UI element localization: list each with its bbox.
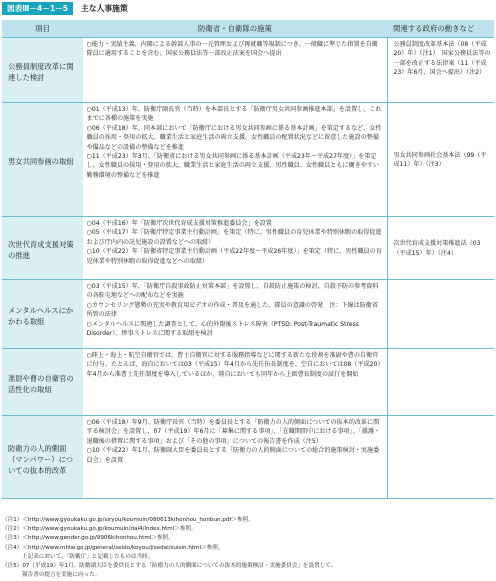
footnote: 報告書の提言を実施に向った。 xyxy=(22,572,101,579)
table-row xyxy=(2,103,494,217)
measure-item: ○10（平成22）年「防衛省特定事業主行動計画（平成22年度～平成26年度）」を策定（特に、男性職員の育児休業や特別休暇の取得促進などへの取組） xyxy=(86,248,382,265)
footnote: （注1）＜http://www.gyoukaku.go.jp/siryou/koumuin/080613kihonhou_honbun.pdf＞参照。 xyxy=(2,517,254,523)
table-row xyxy=(2,416,494,499)
figure-label: 図表Ⅲ－4－1－5 xyxy=(2,2,73,15)
row-government: 次世代育成支援対策推進法（03（平成15）年）（注4） xyxy=(387,217,494,280)
measure-item: ○カウンセリング態勢の充実や教育用ビデオの作成・普及を通した、隊員の意識の啓発 注：下線は防衛省所管の法律 xyxy=(86,301,378,319)
row-government xyxy=(387,280,494,349)
row-measures xyxy=(83,38,387,103)
row-item-label: 公務員制度改革に関連した検討 xyxy=(2,38,83,103)
row-measures xyxy=(83,103,387,217)
measure-item: ○10（平成22）年1月、防衛副大臣を委員長とする「防衛力の人的側面についての総合的施策検討・実施委員会」を設置 xyxy=(86,447,380,464)
row-government xyxy=(387,416,494,499)
measure-item: ○05（平成17）年「防衛庁特定事業主行動計画」を策定（特に、男性職員の育児休業や特別休暇の取得促進および庁内内の託児施設の設置などへの取組） xyxy=(86,229,382,246)
header-item: 項目 xyxy=(2,20,83,38)
table-header-row xyxy=(2,20,494,38)
row-item-label: 准尉や曹の自衛官の活性化の取組 xyxy=(2,349,83,416)
table-row xyxy=(2,217,494,280)
measure-item: ○03（平成15）年、「防衛庁自殺事故防止対策本部」を設置し、自殺防止施策の検討、自殺予防の参考資料の各駐屯地などへの配布などを実施 xyxy=(86,283,379,300)
row-item-label: 次世代育成支援対策の推進 xyxy=(2,217,83,280)
row-measures xyxy=(83,217,387,280)
header-government: 関連する政府の動きなど xyxy=(387,20,494,38)
figure-title: 主な人事施策 xyxy=(81,4,128,13)
measure-item: ○メンタルヘルスに関連した調査として、心的外傷後ストレス障害（PTSD: Post-Traumatic Stress Disorder）、惨事ストレスに関する取組を検討 xyxy=(86,320,359,338)
measure-item: ○陸上・海上・航空自衛官では、曹士自衛官に対する服務指導などに関する新たな役割を准尉や曹の自衛官に付与。たとえば、海自においては03（平成15）年4月から先任伍長制度を、空自においては08（平成20）年4月から准曹士先任制度を導入しているほか、陸自においても同年から上級曹長制度の試行を開始 xyxy=(86,352,384,378)
measure-item: ○01（平成13）年、防衛庁副長官（当時）を本部長とする「防衛庁男女共同参画推進本部」を設置し、これまでに各種の施策を実施 xyxy=(86,106,382,123)
row-item-label: 男女共同参画の取組 xyxy=(2,103,83,217)
table-row xyxy=(2,349,494,416)
measure-item: ○06（平成18）年9月、防衛庁長官（当時）を委員長とする「防衛力の人的側面についての抜本的改革に関する検討会」を設置し、07（平成19）年6月に「募集に関する事項」、「在職期間中における事項」、「援護・退職後の措置に関する事項」および「その他の事項」についての報告書を作成（注5） xyxy=(86,419,381,445)
footnotes xyxy=(2,516,494,580)
row-measures xyxy=(83,416,387,499)
measure-item: ○11（平成23）年3月、「防衛省における男女共同参画に係る基本計画（平成23年～平成27年度）」を策定し、女性職員の採用・登用の拡大、職業生活と家庭生活の両立支援、男性職員、女性職員ともに働きやすい勤務環境の整備などを推進 xyxy=(86,153,379,179)
policy-table xyxy=(2,20,494,499)
measure-item: ○能力・実績主義、内閣による幹部人事の一元管理および再就職等規制につき、一般職に準じた措置を自衛隊員に適用することを含む、国家公務員法等一部改正法案を国会へ提出 xyxy=(86,41,378,58)
row-measures xyxy=(83,280,387,349)
row-government xyxy=(387,349,494,416)
header-measures: 防衛省・自衛隊の施策 xyxy=(83,20,387,38)
footnote: （注2）＜http://www.gyoukaku.go.jp/koumuin/dai4/index.html＞参照。 xyxy=(2,526,197,533)
row-government: 公務員制度改革基本法（08（平成20）年）（注1） 国家公務員法等の一部を改正する法律案（11（平成23）年6月、国会へ提出）（注2） xyxy=(387,38,494,103)
measure-item: ○04（平成16）年「防衛庁次世代育成支援対策推進委員会」を設置 xyxy=(86,220,272,227)
footnote: （注3）＜http://www.gender.go.jp/9906kihonhou.html＞参照。 xyxy=(2,535,174,542)
table-row xyxy=(2,38,494,103)
row-measures xyxy=(83,349,387,416)
row-item-label: メンタルヘルスにかかわる取組 xyxy=(2,280,83,349)
footnote: 上記表において、「防衛庁」と記載したものは当時。 xyxy=(22,553,154,560)
row-government: 男女共同参画社会基本法（99（平成11）年）（注3） xyxy=(387,103,494,217)
figure-header xyxy=(2,2,128,15)
footnote: （注4）＜http://www.mhlw.go.jp/general/seido/koyou/jisedai/suisin.html＞参照。 xyxy=(2,544,224,551)
footnote: （注5）07（平成19）年1月、防衛副大臣を委員長とする「防衛力の人的側面についての抜本的施策検討・実施委員会」を設置して、 xyxy=(2,563,337,570)
row-item-label: 防衛力の人的側面（マンパワー）についての抜本的改革 xyxy=(2,416,83,499)
measure-item: ○06（平成18）年、同本部において「防衛庁における男女共同参画に係る基本計画」を策定するなど、女性職員の採用・登用の拡大、職業生活と家庭生活の両立支援、女性職員の配置状況などに留意した施設の整備や備品などの設備の整備などを推進 xyxy=(86,124,382,151)
table-row xyxy=(2,280,494,349)
